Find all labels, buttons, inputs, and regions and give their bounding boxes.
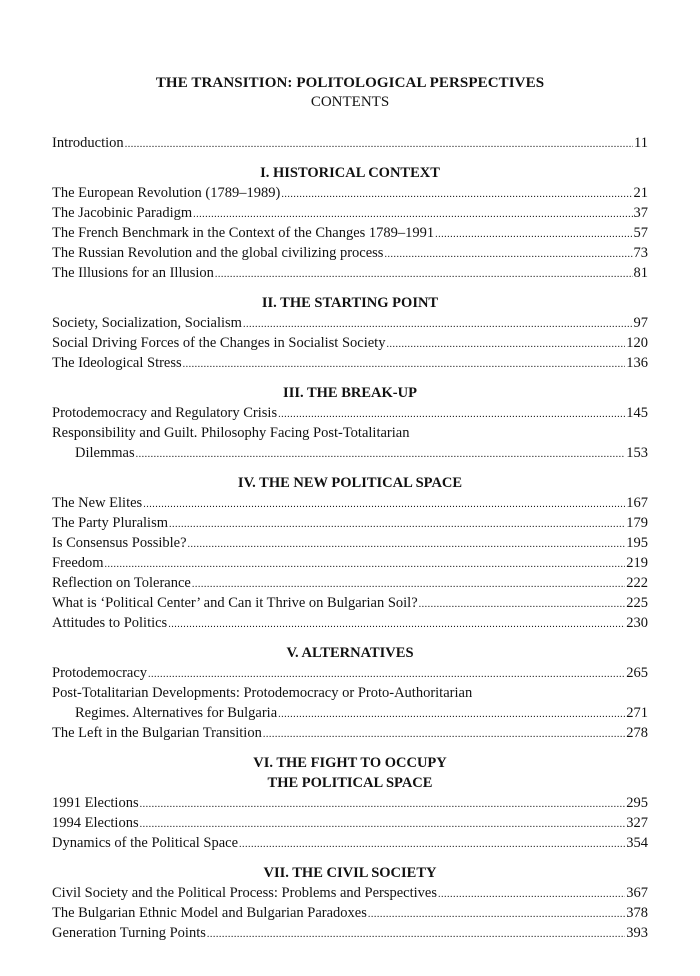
toc-entry-page: 354 — [626, 835, 648, 851]
toc-entry-introduction — [52, 133, 648, 153]
toc-entry-page: 265 — [626, 665, 648, 681]
toc-entry-page: 195 — [626, 535, 648, 551]
toc-entry-continuation — [52, 703, 648, 723]
toc-entry-title: Responsibility and Guilt. Philosophy Facing Post-Totalitarian — [52, 425, 410, 441]
toc-entry-page: 179 — [626, 515, 648, 531]
section-heading-line: II. THE STARTING POINT — [261, 295, 439, 311]
toc-entry-title-continued: Dilemmas — [75, 445, 135, 461]
toc-entry-title: What is ‘Political Center’ and Can it Thrive on Bulgarian Soil? — [52, 595, 418, 611]
section-heading-line: VII. THE CIVIL SOCIETY — [263, 865, 437, 881]
section-heading-line: III. THE BREAK-UP — [283, 385, 417, 401]
dot-leader — [140, 815, 626, 835]
table-of-contents — [52, 133, 648, 943]
toc-entry-page: 378 — [626, 905, 648, 921]
toc-entry-title: Social Driving Forces of the Changes in Socialist Society — [52, 335, 386, 351]
toc-entry-page: 167 — [626, 495, 648, 511]
dot-leader — [105, 555, 626, 575]
dot-leader — [278, 705, 625, 725]
section-heading-line: I. HISTORICAL CONTEXT — [260, 165, 440, 181]
toc-entry-page: 57 — [633, 225, 648, 241]
dot-leader — [168, 615, 625, 635]
toc-entry — [52, 723, 648, 743]
dot-leader — [192, 575, 625, 595]
dot-leader — [386, 335, 625, 355]
dot-leader — [278, 405, 625, 425]
toc-entry-title-continued: Regimes. Alternatives for Bulgaria — [75, 705, 278, 721]
section-heading — [52, 473, 648, 493]
toc-entry-page: 222 — [626, 575, 648, 591]
toc-entry-page: 225 — [626, 595, 648, 611]
toc-entry — [52, 243, 648, 263]
section-heading — [52, 863, 648, 883]
book-title: THE TRANSITION: POLITOLOGICAL PERSPECTIVES — [155, 75, 545, 91]
dot-leader — [188, 535, 626, 555]
contents-heading: CONTENTS — [310, 94, 390, 110]
toc-entry-page: 153 — [626, 445, 648, 461]
dot-leader — [435, 225, 632, 245]
toc-entry — [52, 403, 648, 423]
toc-entry-page: 145 — [626, 405, 648, 421]
toc-entry — [52, 263, 648, 283]
toc-entry-title: Society, Socialization, Socialism — [52, 315, 242, 331]
toc-entry-page: 327 — [626, 815, 648, 831]
toc-entry-title: The Jacobinic Paradigm — [52, 205, 193, 221]
section-heading-line: IV. THE NEW POLITICAL SPACE — [237, 475, 463, 491]
toc-entry — [52, 333, 648, 353]
dot-leader — [243, 315, 633, 335]
toc-entry — [52, 183, 648, 203]
dot-leader — [169, 515, 625, 535]
toc-entry-title: The French Benchmark in the Context of the Changes 1789–1991 — [52, 225, 435, 241]
toc-entry-title: The European Revolution (1789–1989) — [52, 185, 281, 201]
toc-entry-title: Protodemocracy — [52, 665, 148, 681]
toc-entry — [52, 353, 648, 373]
section-heading — [52, 293, 648, 313]
dot-leader — [136, 445, 626, 465]
dot-leader — [183, 355, 626, 375]
section-heading-line: VI. THE FIGHT TO OCCUPY — [253, 755, 447, 771]
section-heading-line: THE POLITICAL SPACE — [267, 775, 433, 791]
dot-leader — [143, 495, 625, 515]
toc-entry-title: Post-Totalitarian Developments: Protodemocracy or Proto-Authoritarian — [52, 685, 473, 701]
toc-entry-title: The Party Pluralism — [52, 515, 168, 531]
dot-leader — [193, 205, 632, 225]
toc-entry-title: The Ideological Stress — [52, 355, 182, 371]
toc-entry — [52, 683, 648, 723]
toc-entry-title: 1994 Elections — [52, 815, 139, 831]
section-heading — [52, 643, 648, 663]
toc-entry-continuation — [52, 443, 648, 463]
toc-entry — [52, 513, 648, 533]
dot-leader — [281, 185, 632, 205]
dot-leader — [384, 245, 632, 265]
toc-entry — [52, 663, 648, 683]
toc-entry-title: Is Consensus Possible? — [52, 535, 187, 551]
toc-entry — [52, 223, 648, 243]
toc-entry-page: 97 — [633, 315, 648, 331]
dot-leader — [140, 795, 626, 815]
toc-entry-page: 81 — [633, 265, 648, 281]
toc-entry — [52, 613, 648, 633]
toc-entry — [52, 923, 648, 943]
dot-leader — [368, 905, 625, 925]
toc-entry — [52, 493, 648, 513]
toc-entry-page: 219 — [626, 555, 648, 571]
toc-entry — [52, 573, 648, 593]
toc-sections — [52, 163, 648, 943]
toc-entry-title: The New Elites — [52, 495, 143, 511]
dot-leader — [438, 885, 625, 905]
toc-entry — [52, 793, 648, 813]
toc-entry-title: Freedom — [52, 555, 104, 571]
toc-entry — [52, 203, 648, 223]
toc-entry-title: The Russian Revolution and the global civilizing process — [52, 245, 384, 261]
section-heading — [52, 383, 648, 403]
toc-entry-page: 120 — [626, 335, 648, 351]
dot-leader — [207, 925, 625, 945]
toc-entry — [52, 903, 648, 923]
toc-entry-title: Introduction — [52, 135, 124, 151]
toc-entry-page: 21 — [633, 185, 648, 201]
toc-entry — [52, 593, 648, 613]
toc-entry-page: 11 — [634, 135, 648, 151]
toc-entry-page: 367 — [626, 885, 648, 901]
toc-entry-title: Generation Turning Points — [52, 925, 206, 941]
dot-leader — [148, 665, 625, 685]
dot-leader — [263, 725, 625, 745]
toc-entry — [52, 533, 648, 553]
dot-leader — [215, 265, 633, 285]
toc-entry-title: 1991 Elections — [52, 795, 139, 811]
toc-entry-page: 230 — [626, 615, 648, 631]
section-heading — [52, 163, 648, 183]
toc-entry-page: 278 — [626, 725, 648, 741]
toc-entry-title: The Bulgarian Ethnic Model and Bulgarian Paradoxes — [52, 905, 367, 921]
toc-entry — [52, 833, 648, 853]
toc-entry — [52, 423, 648, 463]
toc-entry-page: 295 — [626, 795, 648, 811]
toc-entry-page: 136 — [626, 355, 648, 371]
toc-entry-title: The Illusions for an Illusion — [52, 265, 214, 281]
toc-entry-page: 73 — [633, 245, 648, 261]
toc-entry-title: The Left in the Bulgarian Transition — [52, 725, 262, 741]
toc-entry-title: Reflection on Tolerance — [52, 575, 191, 591]
toc-entry-title: Attitudes to Politics — [52, 615, 168, 631]
toc-entry-page: 393 — [626, 925, 648, 941]
toc-entry — [52, 553, 648, 573]
dot-leader — [419, 595, 626, 615]
toc-entry-page: 271 — [626, 705, 648, 721]
section-heading — [52, 753, 648, 793]
toc-entry-page: 37 — [633, 205, 648, 221]
section-heading-line: V. ALTERNATIVES — [286, 645, 414, 661]
toc-entry-title: Civil Society and the Political Process: Problems and Perspectives — [52, 885, 438, 901]
toc-entry-title: Protodemocracy and Regulatory Crisis — [52, 405, 278, 421]
toc-entry — [52, 813, 648, 833]
dot-leader — [125, 135, 633, 155]
toc-entry — [52, 313, 648, 333]
dot-leader — [239, 835, 625, 855]
toc-entry — [52, 883, 648, 903]
toc-entry-title: Dynamics of the Political Space — [52, 835, 239, 851]
